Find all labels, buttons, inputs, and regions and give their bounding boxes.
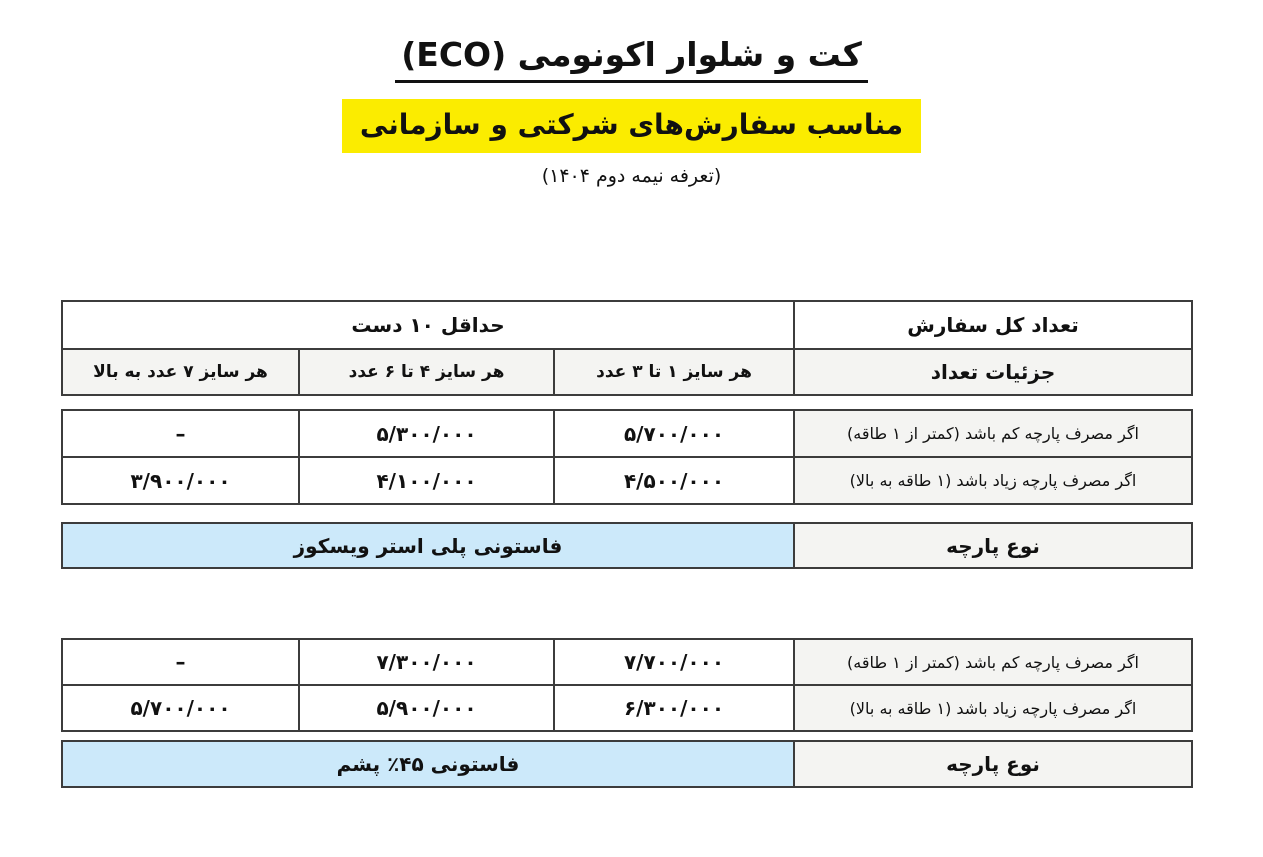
row-label-cell: اگر مصرف پارچه کم باشد (کمتر از ۱ طاقه)	[794, 410, 1192, 457]
price-cell: ۶/۳۰۰/۰۰۰	[554, 685, 794, 731]
price-cell: ۴/۱۰۰/۰۰۰	[299, 457, 554, 504]
table-row	[62, 349, 1192, 395]
row-label-cell: اگر مصرف پارچه کم باشد (کمتر از ۱ طاقه)	[794, 639, 1192, 685]
pricing-tables	[63, 300, 1193, 788]
table-row	[62, 741, 1192, 787]
price-cell: ۷/۷۰۰/۰۰۰	[554, 639, 794, 685]
row-label-cell: اگر مصرف پارچه زیاد باشد (۱ طاقه به بالا)	[794, 457, 1192, 504]
price-cell: ۴/۵۰۰/۰۰۰	[554, 457, 794, 504]
row-label-cell: اگر مصرف پارچه زیاد باشد (۱ طاقه به بالا)	[794, 685, 1192, 731]
subtitle-highlight: مناسب سفارش‌های شرکتی و سازمانی	[342, 99, 921, 153]
spacer	[63, 569, 1193, 638]
table-row	[62, 410, 1192, 457]
price-cell: ۵/۹۰۰/۰۰۰	[299, 685, 554, 731]
fabric-name-cell: فاستونی ۴۵٪ پشم	[62, 741, 794, 787]
details-header-cell: جزئیات تعداد	[794, 349, 1192, 395]
spacer	[63, 396, 1193, 409]
price-cell: ۵/۷۰۰/۰۰۰	[62, 685, 299, 731]
fabric-label-cell: نوع پارچه	[794, 741, 1192, 787]
flyer-header	[0, 0, 1263, 187]
price-table-section-2	[61, 638, 1193, 732]
subtitle-row	[0, 99, 1263, 153]
fabric-table-section-2	[61, 740, 1193, 788]
table-row	[62, 639, 1192, 685]
table-row	[62, 457, 1192, 504]
size-7-up-header-cell: هر سایز ۷ عدد به بالا	[62, 349, 299, 395]
price-cell: –	[62, 639, 299, 685]
price-table-section-1	[61, 409, 1193, 505]
price-cell: –	[62, 410, 299, 457]
table-row	[62, 301, 1192, 349]
spacer	[63, 732, 1193, 740]
table-row	[62, 523, 1192, 568]
spacer	[63, 505, 1193, 522]
price-cell: ۵/۷۰۰/۰۰۰	[554, 410, 794, 457]
tariff-note: (تعرفه نیمه دوم ۱۴۰۴)	[541, 164, 722, 187]
fabric-name-cell: فاستونی پلی استر ویسکوز	[62, 523, 794, 568]
fabric-label-cell: نوع پارچه	[794, 523, 1192, 568]
table-row	[62, 685, 1192, 731]
page-title: کت و شلوار اکونومی (ECO)	[395, 36, 868, 83]
price-cell: ۳/۹۰۰/۰۰۰	[62, 457, 299, 504]
total-order-header-cell: تعداد کل سفارش	[794, 301, 1192, 349]
min-order-highlight-cell: حداقل ۱۰ دست	[62, 301, 794, 349]
price-cell: ۷/۳۰۰/۰۰۰	[299, 639, 554, 685]
price-cell: ۵/۳۰۰/۰۰۰	[299, 410, 554, 457]
pricing-header-table	[61, 300, 1193, 396]
fabric-table-section-1	[61, 522, 1193, 569]
size-1-3-header-cell: هر سایز ۱ تا ۳ عدد	[554, 349, 794, 395]
size-4-6-header-cell: هر سایز ۴ تا ۶ عدد	[299, 349, 554, 395]
